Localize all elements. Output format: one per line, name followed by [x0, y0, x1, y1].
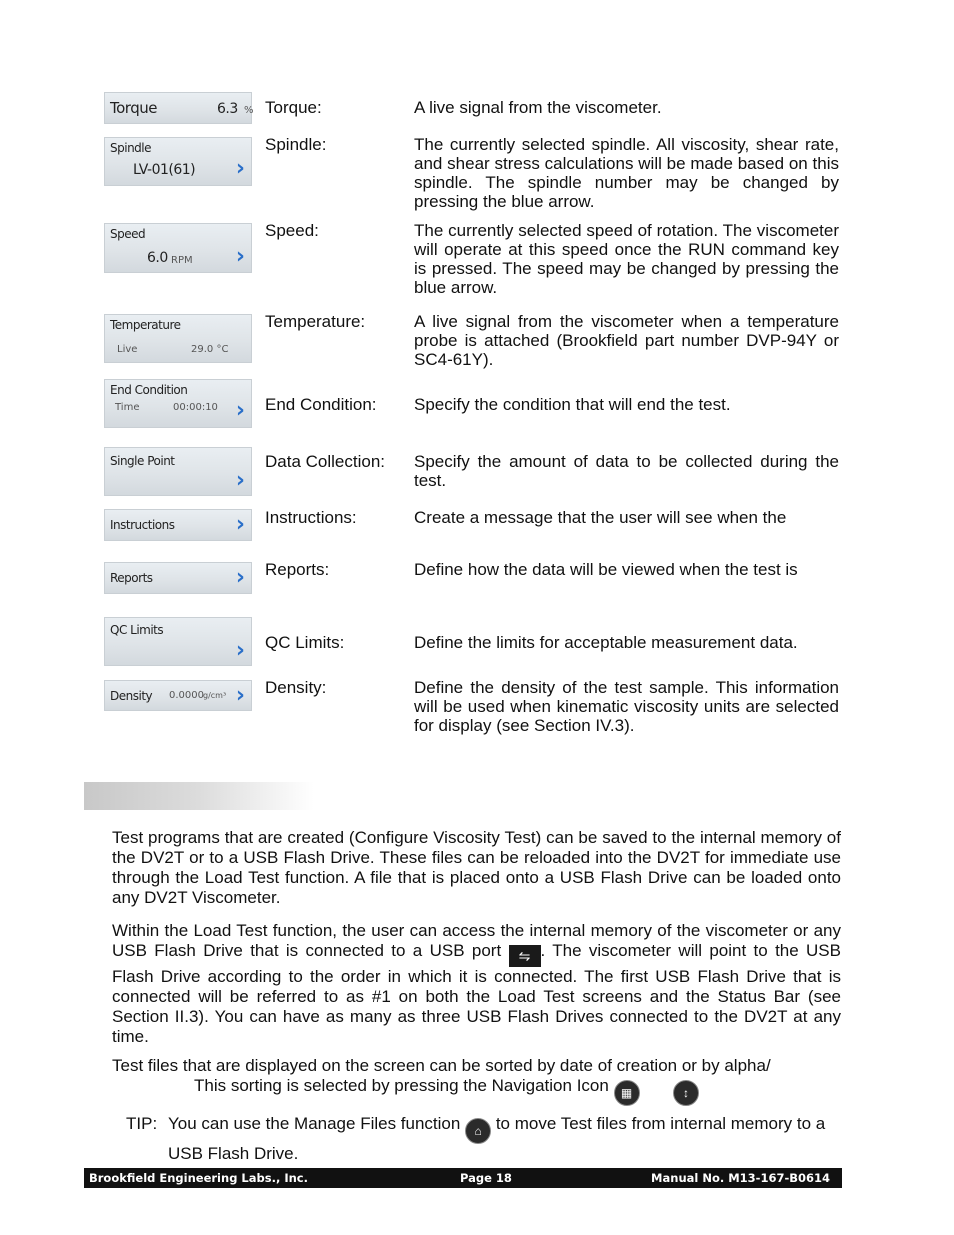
chevron-right-icon[interactable]: ›	[235, 683, 245, 708]
row-description: The currently selected speed of rotation. The viscometer will operate at this speed once the RUN command key is pressed. The speed may be changed by pressing the blue arrow.	[414, 221, 839, 297]
calendar-sort-icon[interactable]: ▦	[614, 1080, 640, 1106]
temperature-widget	[104, 314, 252, 363]
density-widget	[104, 680, 252, 711]
footer-page-number: Page 18	[460, 1171, 512, 1185]
row-description: Define how the data will be viewed when the test is	[414, 560, 798, 579]
single-point-widget	[104, 447, 252, 496]
widget-title: Spindle	[110, 141, 152, 155]
paragraph-3-text-b: This sorting is selected by pressing the Navigation Icon	[194, 1076, 609, 1095]
home-icon[interactable]: ⌂	[465, 1118, 491, 1144]
widget-title: Instructions	[110, 518, 175, 532]
chevron-right-icon[interactable]: ›	[235, 468, 245, 493]
widget-value: 6.3	[217, 101, 238, 117]
footer-company: Brookfield Engineering Labs., Inc.	[89, 1171, 308, 1185]
row-description: The currently selected spindle. All viscosity, shear rate, and shear stress calculations will be made based on this spindle. The spindle number may be changed by pressing the blue arrow.	[414, 135, 839, 211]
widget-title: Temperature	[110, 318, 181, 332]
row-label: End Condition:	[265, 395, 377, 414]
page-footer	[84, 1168, 842, 1188]
chevron-right-icon[interactable]: ›	[235, 512, 245, 537]
widget-sub-value: 00:00:10	[173, 402, 218, 413]
row-label: Data Collection:	[265, 452, 386, 471]
chevron-right-icon[interactable]: ›	[235, 244, 245, 269]
row-label: Temperature:	[265, 312, 366, 331]
instructions-widget	[104, 509, 252, 541]
tip-text-a: You can use the Manage Files function	[168, 1114, 461, 1133]
widget-title: Torque	[110, 99, 157, 117]
tip-text	[168, 1114, 841, 1164]
widget-title: End Condition	[110, 383, 188, 397]
widget-sub-label: Live	[117, 344, 138, 355]
paragraph-2	[112, 921, 841, 1047]
paragraph-1: Test programs that are created (Configure Viscosity Test) can be saved to the internal memory of the DV2T or to a USB Flash Drive. These files can be reloaded into the DV2T for immediate use through the Load Test function. A file that is placed onto a USB Flash Drive can be loaded onto any DV2T Viscometer.	[112, 828, 841, 907]
paragraph-3	[112, 1056, 841, 1106]
row-description: Create a message that the user will see when the	[414, 508, 787, 527]
row-description: Specify the amount of data to be collected during the test.	[414, 452, 839, 490]
footer-manual-number: Manual No. M13-167-B0614	[651, 1171, 830, 1185]
widget-value: 6.0	[147, 250, 168, 266]
chevron-right-icon[interactable]: ›	[235, 156, 245, 181]
paragraph-2-text-a: Within the Load Test function, the user can access the internal memory of the viscometer or any USB Flash Drive that is connected to a USB port	[112, 921, 841, 960]
row-label: Torque:	[265, 98, 322, 117]
widget-unit: RPM	[171, 255, 193, 266]
widget-value: 0.0000	[169, 690, 204, 701]
row-label: Reports:	[265, 560, 330, 579]
row-label: Spindle:	[265, 135, 327, 154]
usb-icon: ⇋	[509, 945, 541, 967]
chevron-right-icon[interactable]: ›	[235, 398, 245, 423]
row-description: Define the limits for acceptable measurement data.	[414, 633, 798, 652]
widget-title: Reports	[110, 571, 153, 585]
reports-widget	[104, 562, 252, 594]
chevron-right-icon[interactable]: ›	[235, 565, 245, 590]
qc-limits-widget	[104, 617, 252, 666]
chevron-right-icon[interactable]: ›	[235, 638, 245, 663]
widget-unit: %	[244, 105, 254, 116]
row-description: A live signal from the viscometer.	[414, 98, 662, 117]
row-label: Speed:	[265, 221, 319, 240]
torque-widget	[104, 92, 252, 124]
paragraph-3-text-a: Test files that are displayed on the screen can be sorted by date of creation or by alpha/	[112, 1056, 771, 1075]
row-label: Instructions:	[265, 508, 357, 527]
row-description: A live signal from the viscometer when a temperature probe is attached (Brookfield part number DVP-94Y or SC4-61Y).	[414, 312, 839, 369]
widget-title: Single Point	[110, 454, 175, 468]
row-label: Density:	[265, 678, 327, 697]
section-heading-band	[84, 782, 314, 810]
row-label: QC Limits:	[265, 633, 345, 652]
widget-title: Speed	[110, 227, 146, 241]
tip-text-b: to move Test files from internal memory to a USB Flash Drive.	[168, 1114, 826, 1163]
end-condition-widget	[104, 379, 252, 428]
spindle-widget	[104, 137, 252, 186]
widget-sub-label: Time	[115, 402, 140, 413]
widget-title: Density	[110, 689, 153, 703]
widget-unit: g/cm³	[203, 691, 227, 700]
row-description: Define the density of the test sample. This information will be used when kinematic viscosity units are selected for display (see Section IV.3).	[414, 678, 839, 735]
speed-widget	[104, 223, 252, 273]
widget-value: LV-01(61)	[133, 162, 196, 178]
widget-title: QC Limits	[110, 623, 164, 637]
widget-sub-value: 29.0 °C	[191, 344, 229, 355]
paragraph-2-text-b: . The viscometer will point to the USB Flash Drive according to the order in which it is connected. The first USB Flash Drive that is connected will be referred to as #1 on both the Load Test screens and the Status Bar (see Section II.3). You can have as many as three USB Flash Drives connected to the DV2T at any time.	[112, 941, 841, 1046]
alpha-sort-icon[interactable]: ↕	[673, 1080, 699, 1106]
tip-label: TIP:	[126, 1114, 158, 1133]
row-description: Specify the condition that will end the test.	[414, 395, 731, 414]
